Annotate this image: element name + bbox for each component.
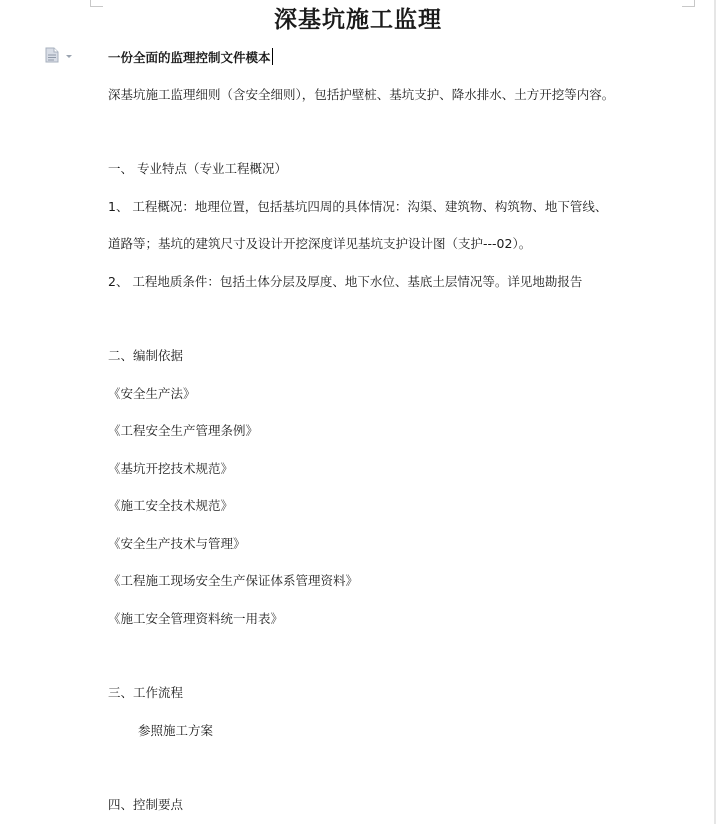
- section1-heading: 一、 专业特点（专业工程概况）: [108, 161, 287, 176]
- reference-item: 《基坑开挖技术规范》: [108, 461, 234, 476]
- subtitle-text: 一份全面的监理控制文件模本: [108, 50, 271, 65]
- reference-item: 《施工安全管理资料统一用表》: [108, 611, 284, 626]
- section1-item1-line1: 1、 工程概况：地理位置，包括基坑四周的具体情况：沟渠、建筑物、构筑物、地下管线、: [108, 199, 608, 214]
- reference-item: 《安全生产技术与管理》: [108, 536, 246, 551]
- reference-item: 《安全生产法》: [108, 386, 196, 401]
- section3-content: 参照施工方案: [138, 723, 214, 738]
- reference-item: 《工程安全生产管理条例》: [108, 423, 259, 438]
- document-subtitle[interactable]: [108, 48, 273, 67]
- document-title: 深基坑施工监理: [274, 6, 442, 33]
- section1-item1-line2: 道路等；基坑的建筑尺寸及设计开挖深度详见基坑支护设计图（支护---02）。: [108, 236, 532, 251]
- text-cursor: [272, 48, 274, 65]
- section3-heading: 三、工作流程: [108, 685, 184, 700]
- reference-item: 《施工安全技术规范》: [108, 498, 234, 513]
- section4-heading: 四、控制要点: [108, 797, 184, 812]
- section2-heading: 二、编制依据: [108, 348, 184, 363]
- reference-item: 《工程施工现场安全生产保证体系管理资料》: [108, 573, 359, 588]
- section1-item2: 2、 工程地质条件：包括土体分层及厚度、地下水位、基底土层情况等。详见地勘报告: [108, 274, 583, 289]
- document-menu-icon[interactable]: [44, 47, 74, 63]
- intro-paragraph: 深基坑施工监理细则（含安全细则），包括护壁桩、基坑支护、降水排水、土方开挖等内容。: [108, 87, 615, 102]
